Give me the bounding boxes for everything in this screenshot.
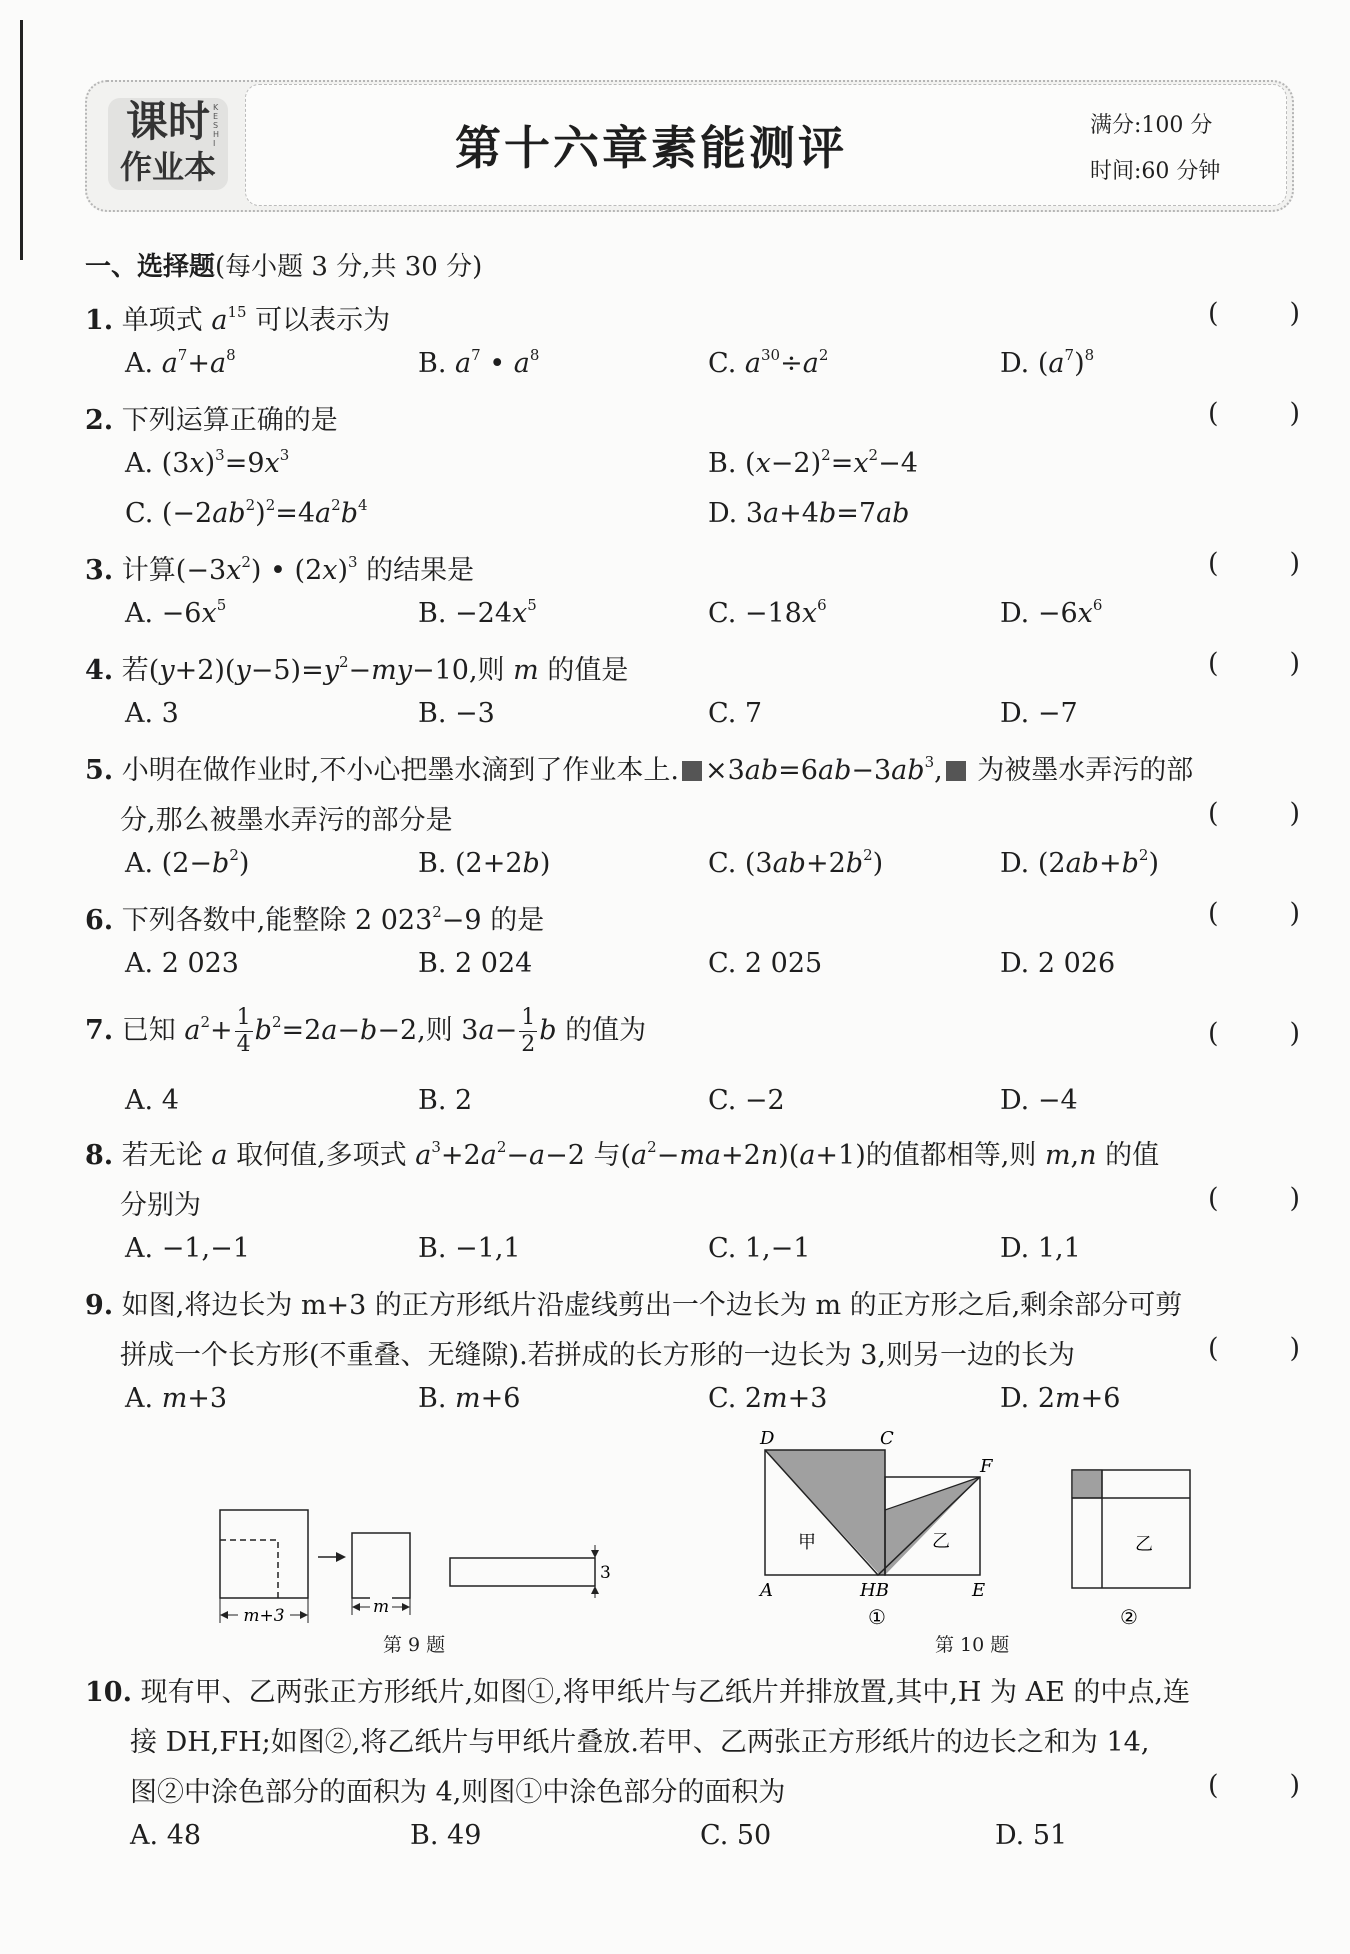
- figure-9: [210, 1495, 620, 1635]
- q5-option-d[interactable]: D. $(2ab+b^2)$: [1000, 846, 1159, 879]
- question-5: 5. 小明在做作业时,不小心把墨水滴到了作业本上. $\times 3ab=6ab-3ab^3$, 为被墨水弄污的部: [85, 753, 1194, 786]
- q7-option-d[interactable]: D. −4: [1000, 1085, 1078, 1116]
- point-e: E: [972, 1580, 986, 1601]
- q9-option-b[interactable]: B. m+6: [418, 1383, 521, 1414]
- q8-option-d[interactable]: D. 1,1: [1000, 1233, 1081, 1264]
- question-6: 6. 下列各数中,能整除 2 $023^2-9$ 的是: [85, 903, 545, 936]
- q8-option-c[interactable]: C. 1,−1: [708, 1233, 811, 1264]
- cut-line: [220, 1540, 278, 1598]
- q2-option-b[interactable]: B. $(x-2)^2=x^2-4$: [708, 446, 918, 479]
- q3-option-d[interactable]: D. $-6x^6$: [1000, 596, 1103, 629]
- label-m: m: [372, 1597, 390, 1617]
- q4-option-d[interactable]: D. −7: [1000, 698, 1078, 729]
- q1-option-c[interactable]: C. $a^{30}\div a^2$: [708, 346, 829, 379]
- ink-blot-icon: [682, 761, 702, 781]
- question-7: 7. 已知 $a^2+$ $\frac{1}{4}$ $b^2=2a-b-2$,则 3a− $\frac{1}{2}$ b 的值为: [85, 1005, 647, 1057]
- figure-9-caption: 第 9 题: [383, 1634, 446, 1656]
- point-a: A: [760, 1580, 773, 1601]
- q3-option-a[interactable]: A. $-6x^5$: [125, 596, 227, 629]
- q5-option-a[interactable]: A. $(2-b^2)$: [125, 846, 250, 879]
- answer-blank-1[interactable]: ( ): [1208, 298, 1300, 329]
- q7-option-a[interactable]: A. 4: [125, 1085, 179, 1116]
- remaining-piece: [352, 1533, 410, 1598]
- fraction: $\frac{1}{4}$: [236, 1005, 251, 1057]
- question-8-line-2: 分别为: [120, 1190, 201, 1221]
- q4-option-b[interactable]: B. −3: [418, 698, 495, 729]
- answer-blank-3[interactable]: ( ): [1208, 548, 1300, 579]
- q5-option-c[interactable]: C. $(3ab+2b^2)$: [708, 846, 884, 879]
- answer-blank-10[interactable]: ( ): [1208, 1770, 1300, 1801]
- question-3: 3. 计算$(-3x^2)$ • $(2x)^3$ 的结果是: [85, 553, 475, 586]
- question-10: 10. 现有甲、乙两张正方形纸片,如图①,将甲纸片与乙纸片并排放置,其中,H 为 AE 的中点,连: [85, 1677, 1190, 1708]
- answer-blank-8[interactable]: ( ): [1208, 1183, 1300, 1214]
- section-heading: 一、选择题(每小题 3 分,共 30 分): [85, 252, 483, 282]
- point-hb: HB: [860, 1580, 889, 1601]
- q10-option-b[interactable]: B. 49: [410, 1820, 482, 1851]
- q1-option-a[interactable]: A. $a^7+a^8$: [125, 346, 236, 379]
- q10-option-a[interactable]: A. 48: [130, 1820, 202, 1851]
- point-f: F: [980, 1456, 993, 1477]
- q10-option-d[interactable]: D. 51: [995, 1820, 1068, 1851]
- q7-option-c[interactable]: C. −2: [708, 1085, 785, 1116]
- figure-10-caption: 第 10 题: [935, 1634, 1010, 1656]
- question-8: 8. 若无论 a 取何值,多项式 $a^3+2a^2-a-2$ 与$(a^2-ma+2n)(a+1)$的值都相等,则 m,n 的值: [85, 1138, 1160, 1171]
- logo-text-1: 课时: [125, 97, 210, 146]
- fraction: $\frac{1}{2}$: [521, 1005, 536, 1057]
- q2-option-c[interactable]: C. $(-2ab^2)^2=4a^2b^4$: [125, 496, 368, 529]
- q8-option-b[interactable]: B. −1,1: [418, 1233, 521, 1264]
- question-10-line-3: 图②中涂色部分的面积为 4,则图①中涂色部分的面积为: [130, 1777, 786, 1808]
- question-5-line-2: 分,那么被墨水弄污的部分是: [120, 805, 453, 836]
- q4-option-c[interactable]: C. 7: [708, 698, 763, 729]
- answer-blank-7[interactable]: ( ): [1208, 1018, 1300, 1049]
- label-figure-1: ①: [868, 1605, 886, 1629]
- q5-option-b[interactable]: B. (2+2b): [418, 848, 551, 879]
- label-yi: 乙: [932, 1531, 950, 1552]
- label-jia: 甲: [798, 1532, 816, 1553]
- full-score: 满分:100 分: [1090, 113, 1213, 138]
- question-1: 1. 单项式 $a^{15}$ 可以表示为: [85, 303, 391, 336]
- answer-blank-9[interactable]: ( ): [1208, 1333, 1300, 1364]
- figure-10: [750, 1430, 1210, 1640]
- q6-option-c[interactable]: C. 2 025: [708, 948, 823, 979]
- q9-option-c[interactable]: C. 2m+3: [708, 1383, 828, 1414]
- ink-blot-icon: [946, 761, 966, 781]
- q2-option-a[interactable]: A. $(3x)^3=9x^3$: [125, 446, 290, 479]
- q6-option-b[interactable]: B. 2 024: [418, 948, 533, 979]
- logo-text-2: 作业本: [119, 148, 216, 186]
- answer-blank-4[interactable]: ( ): [1208, 648, 1300, 679]
- time-limit: 时间:60 分钟: [1090, 159, 1221, 184]
- question-9: 9. 如图,将边长为 m+3 的正方形纸片沿虚线剪出一个边长为 m 的正方形之后,剩余部分可剪: [85, 1290, 1183, 1321]
- answer-blank-5[interactable]: ( ): [1208, 798, 1300, 829]
- label-yi-2: 乙: [1135, 1534, 1153, 1555]
- logo-pinyin: KESHI: [213, 103, 220, 148]
- q10-option-c[interactable]: C. 50: [700, 1820, 772, 1851]
- shaded-overlap: [1072, 1470, 1102, 1498]
- shaded-region: [765, 1450, 980, 1575]
- question-4: 4. 若$(y+2)(y-5)=y^2-my-10$,则 m 的值是: [85, 653, 629, 686]
- q9-option-a[interactable]: A. m+3: [125, 1383, 228, 1414]
- point-c: C: [880, 1430, 894, 1449]
- q6-option-d[interactable]: D. 2 026: [1000, 948, 1116, 979]
- label-figure-2: ②: [1120, 1605, 1138, 1629]
- q6-option-a[interactable]: A. 2 023: [125, 948, 239, 979]
- rectangle: [450, 1558, 595, 1586]
- question-2: 2. 下列运算正确的是: [85, 405, 338, 436]
- answer-blank-6[interactable]: ( ): [1208, 898, 1300, 929]
- q4-option-a[interactable]: A. 3: [125, 698, 179, 729]
- q1-option-b[interactable]: B. $a^7$ • $a^8$: [418, 346, 540, 379]
- q3-option-b[interactable]: B. $-24x^5$: [418, 596, 537, 629]
- q1-option-d[interactable]: D. $(a^7)^8$: [1000, 346, 1095, 379]
- q8-option-a[interactable]: A. −1,−1: [125, 1233, 250, 1264]
- question-10-line-2: 接 DH,FH;如图②,将乙纸片与甲纸片叠放.若甲、乙两张正方形纸片的边长之和为 14,: [130, 1727, 1150, 1758]
- q9-option-d[interactable]: D. 2m+6: [1000, 1383, 1121, 1414]
- label-3: 3: [600, 1563, 611, 1583]
- page-edge-line: [20, 20, 23, 260]
- answer-blank-2[interactable]: ( ): [1208, 398, 1300, 429]
- large-square: [220, 1510, 308, 1598]
- label-m3: m+3: [243, 1606, 285, 1626]
- q7-option-b[interactable]: B. 2: [418, 1085, 473, 1116]
- page-title: 第十六章素能测评: [455, 121, 847, 175]
- question-9-line-2: 拼成一个长方形(不重叠、无缝隙).若拼成的长方形的一边长为 3,则另一边的长为: [120, 1340, 1075, 1371]
- q2-option-d[interactable]: D. 3a+4b=7ab: [708, 498, 910, 529]
- point-d: D: [760, 1430, 775, 1449]
- q3-option-c[interactable]: C. $-18x^6$: [708, 596, 827, 629]
